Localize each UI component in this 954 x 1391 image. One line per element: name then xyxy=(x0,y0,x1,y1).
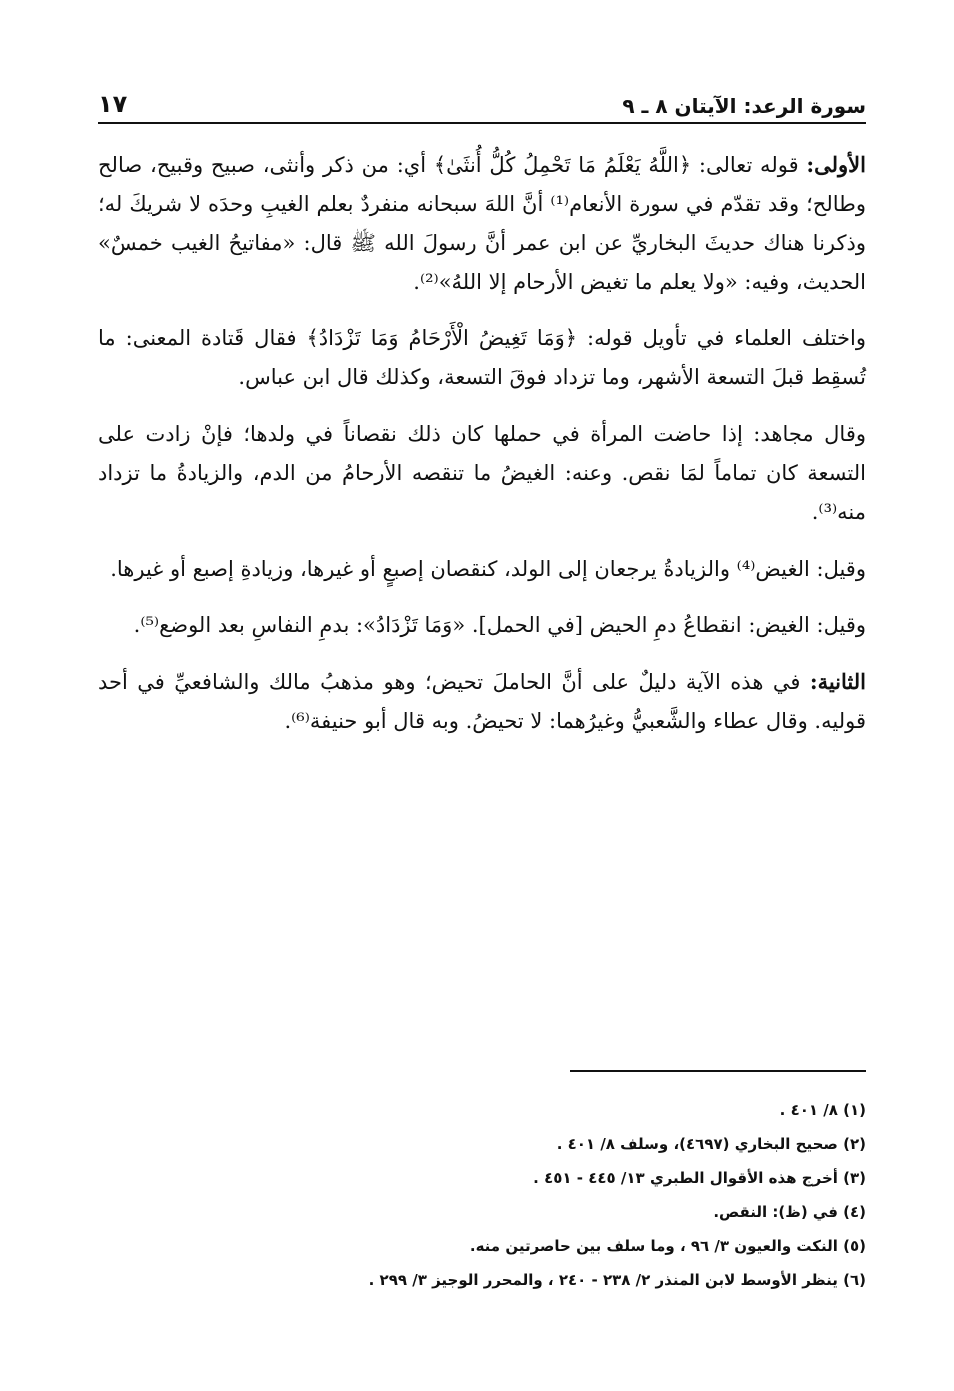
paragraph-text: وقيل: الغيض: انقطاعُ دمِ الحيض [في الحمل]. «وَمَا تَزْدَادُ»: بدمِ النفاسِ بعد الوضع⁽⁵⁾. xyxy=(133,613,866,638)
paragraph-said-child xyxy=(98,550,866,589)
footnotes-list xyxy=(98,1093,866,1297)
paragraph-scholars-interpretation xyxy=(98,319,866,397)
paragraph-first-issue xyxy=(98,146,866,301)
paragraph-said-menstruation xyxy=(98,606,866,645)
paragraph-text: في هذه الآية دليلٌ على أنَّ الحاملَ تحيض؛ وهو مذهبُ مالك والشافعيِّ في أحد قوليه. وقال عطاء والشَّعبيُّ وغيرُهما: لا تحيضُ. وبه قال أبو حنيفة⁽⁶⁾. xyxy=(98,670,866,734)
paragraph-text: واختلف العلماء في تأويل قوله: ﴿وَمَا تَغِيضُ الْأَرْحَامُ وَمَا تَزْدَادُ﴾ فقال قَتادة المعنى: ما تُسقِط قبلَ التسعة الأشهر، وما تزداد فوقَ التسعة، وكذلك قال ابن عباس. xyxy=(98,326,867,390)
footnote-4: (٤) في (ظ): النقص. xyxy=(713,1203,866,1221)
header-rule xyxy=(98,122,866,124)
footnote-6: (٦) ينظر الأوسط لابن المنذر ٢/ ٢٣٨ - ٢٤٠ ، والمحرر الوجيز ٣/ ٢٩٩ . xyxy=(368,1271,866,1289)
paragraph-second-issue xyxy=(98,663,866,741)
footnote-5: (٥) النكت والعيون ٣/ ٩٦ ، وما سلف بين حاصرتين منه. xyxy=(469,1237,866,1255)
paragraph-text: وقيل: الغيض⁽⁴⁾ والزيادةُ يرجعان إلى الولد، كنقصان إصبعٍ أو غيرها، وزيادةِ إصبع أو غيرها. xyxy=(110,556,866,581)
paragraph-mujahid-saying xyxy=(98,415,866,532)
page-number: ١٧ xyxy=(98,90,128,118)
footnote-rule xyxy=(570,1070,866,1072)
page-header xyxy=(98,82,866,118)
paragraph-lead: الأولى: xyxy=(806,152,866,177)
body-text xyxy=(98,146,866,759)
footnote-3: (٣) أخرج هذه الأقوال الطبري ١٣/ ٤٤٥ - ٤٥١ . xyxy=(533,1169,866,1187)
footnote-1: (١) ٨/ ٤٠١ . xyxy=(779,1101,866,1119)
footnote-2: (٢) صحيح البخاري (٤٦٩٧)، وسلف ٨/ ٤٠١ . xyxy=(556,1135,866,1153)
paragraph-text: وقال مجاهد: إذا حاضت المرأة في حملها كان ذلك نقصاناً في ولدها؛ فإنْ زادت على التسعة كان تماماً لمَا نقص. وعنه: الغيضُ ما تنقصه الأرحامُ من الدم، والزيادةُ ما تزداد منه⁽³⁾. xyxy=(98,422,866,524)
running-title: سورة الرعد: الآيتان ٨ ـ ٩ xyxy=(622,94,866,118)
paragraph-text: قوله تعالى: ﴿اللَّهُ يَعْلَمُ مَا تَحْمِلُ كُلُّ أُنثَىٰ﴾ أي: من ذكر وأنثى، صبيح وقبيح، صالح وطالح؛ وقد تقدّم في سورة الأنعام⁽¹⁾ أنَّ اللهَ سبحانه منفردٌ بعلم الغيبِ وحدَه لا شريكَ له؛ وذكرنا هناك حديثَ البخاريِّ عن ابن عمر أنَّ رسولَ الله ﷺ قال: «مفاتيحُ الغيب خمسٌ» الحديث، وفيه: «ولا يعلم ما تغيض الأرحام إلا اللهُ»⁽²⁾. xyxy=(98,153,866,294)
paragraph-lead: الثانية: xyxy=(809,669,866,695)
